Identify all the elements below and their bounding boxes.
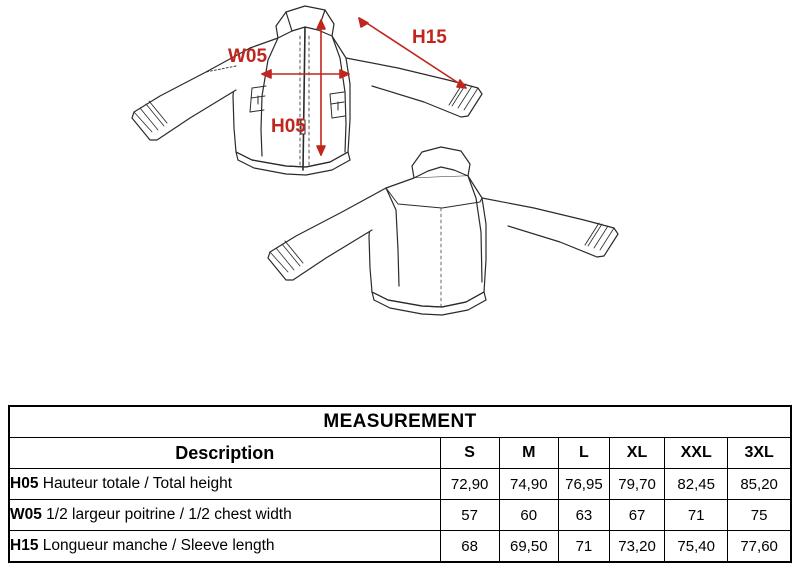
table-header-row [9,438,791,469]
row-label-h05 [9,469,440,500]
cell-w05-xxl: 71 [665,500,728,531]
cell-w05-s: 57 [440,500,499,531]
row-text-h05: Hauteur totale / Total height [38,475,233,492]
cell-w05-l: 63 [558,500,609,531]
row-code-w05: W05 [10,506,42,523]
cell-h05-m: 74,90 [499,469,558,500]
table-title-row [9,406,791,438]
cell-w05-3xl: 75 [728,500,791,531]
cell-h15-l: 71 [558,531,609,563]
annotation-w05: W05 [228,46,268,67]
annotation-h05: H05 [271,116,306,137]
column-header-m: M [499,438,558,469]
column-header-s: S [440,438,499,469]
cell-h15-xxl: 75,40 [665,531,728,563]
cell-h15-m: 69,50 [499,531,558,563]
row-label-h15 [9,531,440,563]
row-code-h15: H15 [10,537,39,554]
cell-h05-s: 72,90 [440,469,499,500]
table-title: MEASUREMENT [9,406,791,438]
table-row [9,469,791,500]
cell-w05-xl: 67 [609,500,664,531]
cell-h05-l: 76,95 [558,469,609,500]
cell-h15-3xl: 77,60 [728,531,791,563]
cell-h05-3xl: 85,20 [728,469,791,500]
cell-h05-xl: 79,70 [609,469,664,500]
cell-h05-xxl: 82,45 [665,469,728,500]
row-text-w05: 1/2 largeur poitrine / 1/2 chest width [41,506,292,523]
column-header-3xl: 3XL [728,438,791,469]
column-header-xxl: XXL [665,438,728,469]
row-label-w05 [9,500,440,531]
column-header-xl: XL [609,438,664,469]
row-code-h05: H05 [10,475,39,492]
measurement-table [8,405,792,563]
table-row [9,531,791,563]
cell-h15-s: 68 [440,531,499,563]
annotation-h15: H15 [412,27,447,48]
column-header-description: Description [9,438,440,469]
cell-h15-xl: 73,20 [609,531,664,563]
row-text-h15: Longueur manche / Sleeve length [38,537,275,554]
column-header-l: L [558,438,609,469]
cell-w05-m: 60 [499,500,558,531]
table-row [9,500,791,531]
